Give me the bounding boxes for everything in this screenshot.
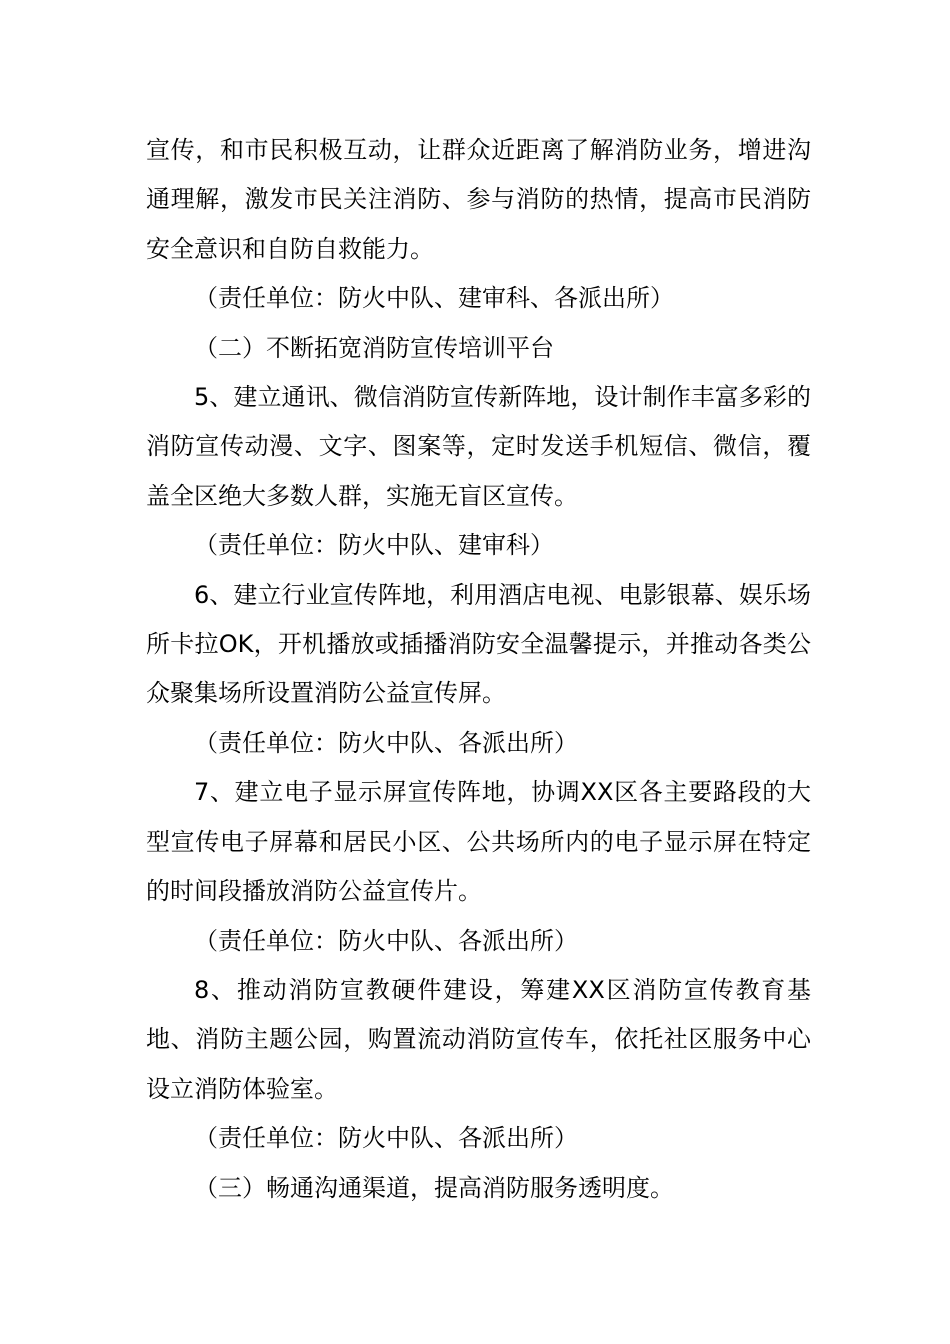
paragraph-continuation: 宣传，和市民积极互动，让群众近距离了解消防业务，增进沟通理解，激发市民关注消防、参与消防的热情，提高市民消防安全意识和自防自救能力。 — [146, 136, 811, 263]
list-item-6: 6、建立行业宣传阵地，利用酒店电视、电影银幕、娱乐场所卡拉OK，开机播放或插播消防安全温馨提示，并推动各类公众聚集场所设置消防公益宣传屏。 — [146, 580, 811, 708]
document-body — [146, 126, 811, 1213]
responsibility-note: （责任单位：防火中队、各派出所） — [194, 1124, 578, 1153]
list-item-7: 7、建立电子显示屏宣传阵地，协调XX区各主要路段的大型宣传电子屏幕和居民小区、公共场所内的电子显示屏在特定的时间段播放消防公益宣传片。 — [146, 778, 811, 906]
list-item-8: 8、推动消防宣教硬件建设，筹建XX区消防宣传教育基地、消防主题公园，购置流动消防宣传车，依托社区服务中心设立消防体验室。 — [146, 975, 811, 1103]
section-heading: （二）不断拓宽消防宣传培训平台 — [194, 333, 554, 362]
responsibility-note: （责任单位：防火中队、建审科、各派出所） — [194, 284, 674, 313]
responsibility-note: （责任单位：防火中队、建审科） — [194, 531, 554, 560]
list-item-5: 5、建立通讯、微信消防宣传新阵地，设计制作丰富多彩的消防宣传动漫、文字、图案等，定时发送手机短信、微信，覆盖全区绝大多数人群，实施无盲区宣传。 — [146, 383, 811, 510]
section-heading: （三）畅通沟通渠道，提高消防服务透明度。 — [194, 1173, 674, 1202]
responsibility-note: （责任单位：防火中队、各派出所） — [194, 926, 578, 955]
responsibility-note: （责任单位：防火中队、各派出所） — [194, 728, 578, 757]
